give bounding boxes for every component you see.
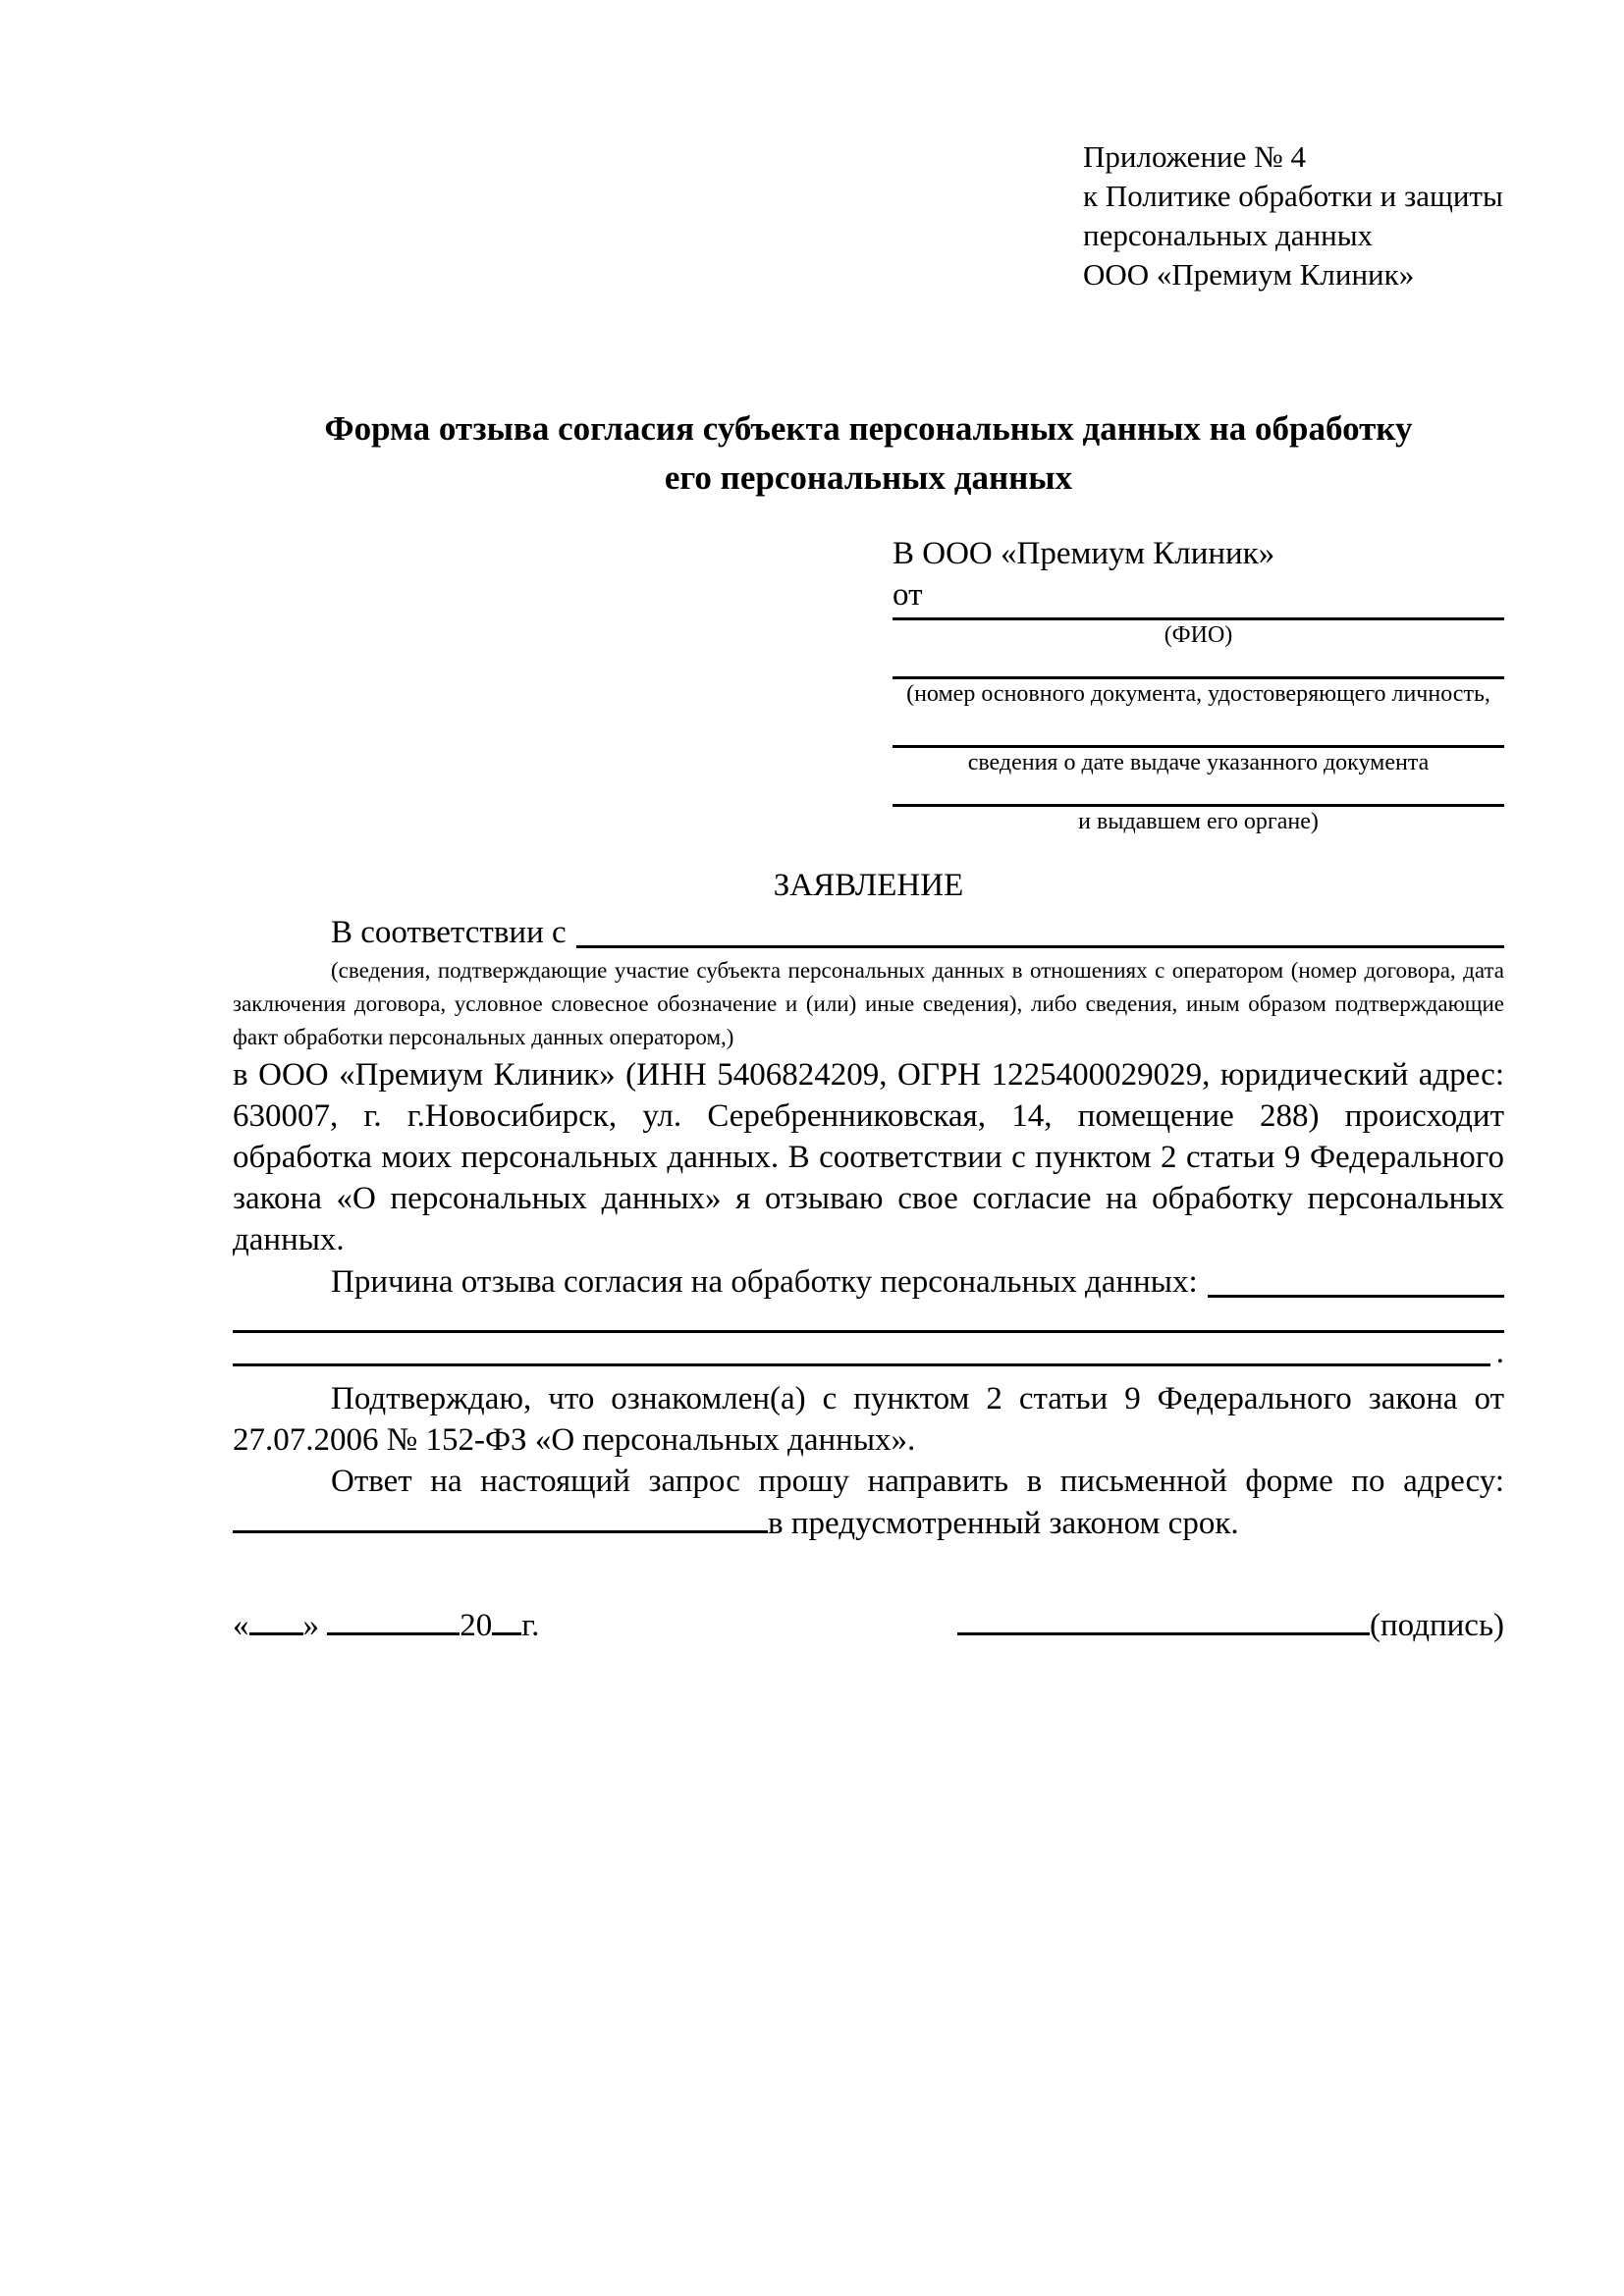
signature-group [957, 1604, 1504, 1647]
statement-body: в ООО «Премиум Клиник» (ИНН 5406824209, ОГРН 1225400029029, юридический адрес: 630007, г. г.Новосибирск, ул. Серебренниковская, 14, помещение 288) происходит обработка моих персональных данных. В соответствии с пунктом 2 статьи 9 Федерального закона «О персональных данных» я отзываю свое согласие на обработку персональных данных. [233, 1057, 1504, 1257]
document-number-caption: (номер основного документа, удостоверяющего личность, [906, 681, 1490, 707]
year-field-line [492, 1606, 521, 1635]
issuer-field-line [893, 777, 1504, 807]
form-title-line-1: Форма отзыва согласия субъекта персональных данных на обработку [324, 409, 1413, 448]
reason-period: . [1495, 1335, 1504, 1370]
appendix-block [1083, 137, 1504, 294]
reason-write-line-1 [233, 1304, 1504, 1333]
appendix-line: ООО «Премиум Клиник» [1083, 257, 1415, 292]
reply-tail: в предусмотренный законом срок. [768, 1506, 1239, 1541]
reason-label: Причина отзыва согласия на обработку персональных данных: [331, 1264, 1198, 1300]
year-suffix: г. [521, 1608, 540, 1643]
issue-date-field-line [893, 709, 1504, 748]
form-title-line-2: его персональных данных [664, 458, 1073, 497]
month-field-line [327, 1606, 460, 1635]
form-title [233, 404, 1504, 503]
reason-write-line-2 [233, 1333, 1504, 1372]
issuer-caption: и выдавшем его органе) [1078, 809, 1319, 834]
addressee-from-label: от [893, 577, 923, 613]
day-quote-open: « [233, 1608, 249, 1643]
reason-row [233, 1260, 1504, 1304]
issue-date-caption: сведения о дате выдаче указанного документа [967, 750, 1430, 775]
appendix-line: Приложение № 4 [1083, 139, 1306, 174]
footnote-text: (сведения, подтверждающие участие субъекта персональных данных в отношениях с оператором (номер договора, дата заключения договора, условное словесное обозначение и (или) иные сведения), либо сведения, иным образом подтверждающие факт обработки персональных данных оператором,) [233, 958, 1504, 1049]
year-prefix: 20 [460, 1608, 493, 1643]
signature-field-line [957, 1606, 1370, 1635]
footer-row [233, 1604, 1504, 1647]
document-number-field-line [893, 650, 1504, 679]
signature-caption: (подпись) [1370, 1608, 1504, 1643]
reason-write-line-2-rule [233, 1337, 1490, 1366]
addressee-block [893, 532, 1504, 836]
reply-paragraph: Ответ на настоящий запрос прошу направить в письменной форме по адресу: [331, 1464, 1504, 1499]
reply-address-row [233, 1502, 1504, 1545]
day-quote-close: » [302, 1608, 319, 1643]
appendix-line: к Политике обработки и защиты [1083, 179, 1503, 213]
confirm-paragraph: Подтверждаю, что ознакомлен(а) с пунктом 2 статьи 9 Федерального закона от 27.07.2006 № 152-ФЗ «О персональных данных». [233, 1381, 1504, 1458]
day-field-line [249, 1606, 303, 1635]
appendix-line: персональных данных [1083, 218, 1374, 252]
accordance-label: В соответствии с [331, 915, 567, 950]
reason-field-line [1208, 1268, 1504, 1298]
accordance-field-line [576, 919, 1504, 948]
statement-heading: ЗАЯВЛЕНИЕ [773, 868, 964, 903]
addressee-to: В ООО «Премиум Клиник» [893, 536, 1275, 571]
address-field-line [233, 1504, 768, 1533]
date-group [233, 1604, 539, 1647]
fio-caption: (ФИО) [1164, 622, 1233, 648]
accordance-row [233, 911, 1504, 954]
